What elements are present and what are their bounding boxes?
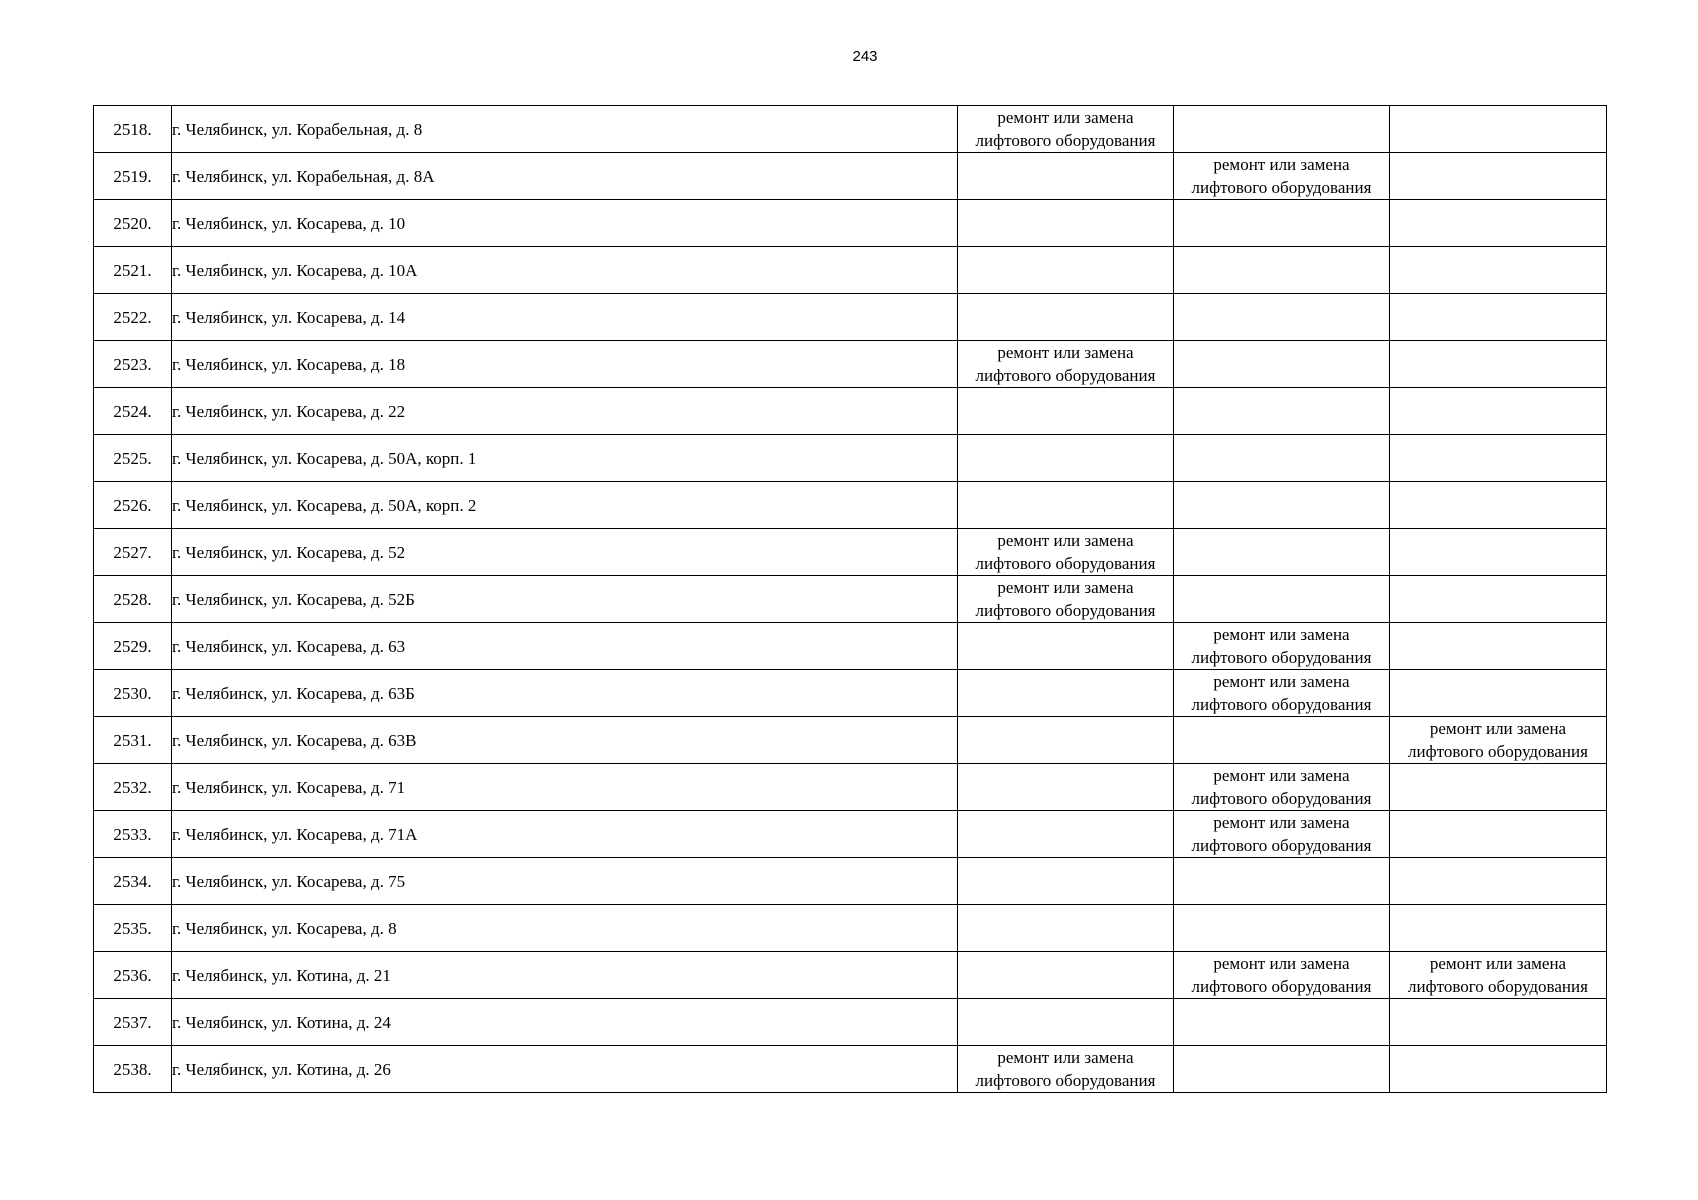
table-row <box>94 952 1607 999</box>
row-number: 2523. <box>94 341 172 388</box>
work-cell-period-3 <box>1390 670 1607 717</box>
row-number: 2527. <box>94 529 172 576</box>
row-number: 2534. <box>94 858 172 905</box>
row-number: 2518. <box>94 106 172 153</box>
work-cell-period-1 <box>958 999 1174 1046</box>
work-cell-period-1 <box>958 388 1174 435</box>
row-number: 2538. <box>94 1046 172 1093</box>
work-cell-period-2 <box>1174 106 1390 153</box>
address-cell: г. Челябинск, ул. Косарева, д. 71 <box>172 764 958 811</box>
work-cell-period-1: ремонт или замена лифтового оборудования <box>958 341 1174 388</box>
address-cell: г. Челябинск, ул. Косарева, д. 18 <box>172 341 958 388</box>
work-cell-period-1 <box>958 435 1174 482</box>
address-cell: г. Челябинск, ул. Косарева, д. 8 <box>172 905 958 952</box>
work-cell-period-3 <box>1390 106 1607 153</box>
work-cell-period-1 <box>958 670 1174 717</box>
work-cell-period-2 <box>1174 999 1390 1046</box>
row-number: 2522. <box>94 294 172 341</box>
work-cell-period-2: ремонт или замена лифтового оборудования <box>1174 153 1390 200</box>
table-row <box>94 153 1607 200</box>
work-cell-period-3 <box>1390 905 1607 952</box>
row-number: 2529. <box>94 623 172 670</box>
work-cell-period-1 <box>958 811 1174 858</box>
row-number: 2537. <box>94 999 172 1046</box>
work-cell-period-1: ремонт или замена лифтового оборудования <box>958 106 1174 153</box>
table-row <box>94 529 1607 576</box>
row-number: 2533. <box>94 811 172 858</box>
work-cell-period-2 <box>1174 1046 1390 1093</box>
address-cell: г. Челябинск, ул. Косарева, д. 52Б <box>172 576 958 623</box>
address-cell: г. Челябинск, ул. Косарева, д. 71А <box>172 811 958 858</box>
address-cell: г. Челябинск, ул. Косарева, д. 10 <box>172 200 958 247</box>
address-cell: г. Челябинск, ул. Корабельная, д. 8 <box>172 106 958 153</box>
work-cell-period-1 <box>958 294 1174 341</box>
work-cell-period-1 <box>958 905 1174 952</box>
row-number: 2521. <box>94 247 172 294</box>
table-row <box>94 106 1607 153</box>
work-cell-period-3 <box>1390 764 1607 811</box>
work-cell-period-2 <box>1174 717 1390 764</box>
row-number: 2532. <box>94 764 172 811</box>
table-row <box>94 858 1607 905</box>
work-cell-period-1 <box>958 858 1174 905</box>
address-cell: г. Челябинск, ул. Косарева, д. 14 <box>172 294 958 341</box>
table-row <box>94 623 1607 670</box>
work-cell-period-3 <box>1390 200 1607 247</box>
row-number: 2536. <box>94 952 172 999</box>
work-cell-period-2 <box>1174 482 1390 529</box>
work-cell-period-3 <box>1390 482 1607 529</box>
work-cell-period-3 <box>1390 529 1607 576</box>
row-number: 2524. <box>94 388 172 435</box>
work-cell-period-1 <box>958 952 1174 999</box>
address-cell: г. Челябинск, ул. Котина, д. 26 <box>172 1046 958 1093</box>
work-cell-period-2: ремонт или замена лифтового оборудования <box>1174 952 1390 999</box>
work-cell-period-3 <box>1390 388 1607 435</box>
work-cell-period-2 <box>1174 200 1390 247</box>
work-cell-period-1 <box>958 623 1174 670</box>
work-cell-period-1: ремонт или замена лифтового оборудования <box>958 529 1174 576</box>
table-row <box>94 388 1607 435</box>
table-row <box>94 200 1607 247</box>
table-row <box>94 482 1607 529</box>
table-row <box>94 341 1607 388</box>
work-cell-period-2 <box>1174 294 1390 341</box>
work-cell-period-3 <box>1390 341 1607 388</box>
work-cell-period-1 <box>958 764 1174 811</box>
address-cell: г. Челябинск, ул. Косарева, д. 63 <box>172 623 958 670</box>
work-cell-period-3 <box>1390 435 1607 482</box>
work-cell-period-2: ремонт или замена лифтового оборудования <box>1174 764 1390 811</box>
work-cell-period-2: ремонт или замена лифтового оборудования <box>1174 811 1390 858</box>
address-cell: г. Челябинск, ул. Корабельная, д. 8А <box>172 153 958 200</box>
table-row <box>94 811 1607 858</box>
work-cell-period-1: ремонт или замена лифтового оборудования <box>958 576 1174 623</box>
address-cell: г. Челябинск, ул. Косарева, д. 63В <box>172 717 958 764</box>
address-cell: г. Челябинск, ул. Косарева, д. 63Б <box>172 670 958 717</box>
table-row <box>94 764 1607 811</box>
table-row <box>94 435 1607 482</box>
work-cell-period-1 <box>958 153 1174 200</box>
work-cell-period-2 <box>1174 247 1390 294</box>
work-cell-period-1: ремонт или замена лифтового оборудования <box>958 1046 1174 1093</box>
table-row <box>94 670 1607 717</box>
work-cell-period-1 <box>958 200 1174 247</box>
work-cell-period-1 <box>958 247 1174 294</box>
row-number: 2531. <box>94 717 172 764</box>
table-row <box>94 905 1607 952</box>
work-cell-period-3 <box>1390 858 1607 905</box>
address-cell: г. Челябинск, ул. Косарева, д. 50А, корп. 1 <box>172 435 958 482</box>
table-row <box>94 999 1607 1046</box>
work-cell-period-2 <box>1174 341 1390 388</box>
row-number: 2535. <box>94 905 172 952</box>
work-cell-period-3 <box>1390 294 1607 341</box>
table-row <box>94 576 1607 623</box>
row-number: 2530. <box>94 670 172 717</box>
address-cell: г. Челябинск, ул. Косарева, д. 10А <box>172 247 958 294</box>
row-number: 2520. <box>94 200 172 247</box>
repair-schedule-table <box>93 105 1607 1093</box>
table-body <box>94 106 1607 1093</box>
address-cell: г. Челябинск, ул. Котина, д. 24 <box>172 999 958 1046</box>
row-number: 2528. <box>94 576 172 623</box>
table-row <box>94 717 1607 764</box>
work-cell-period-3 <box>1390 999 1607 1046</box>
table-row <box>94 247 1607 294</box>
work-cell-period-3 <box>1390 153 1607 200</box>
row-number: 2525. <box>94 435 172 482</box>
work-cell-period-3: ремонт или замена лифтового оборудования <box>1390 952 1607 999</box>
work-cell-period-3 <box>1390 623 1607 670</box>
work-cell-period-1 <box>958 717 1174 764</box>
work-cell-period-2: ремонт или замена лифтового оборудования <box>1174 670 1390 717</box>
work-cell-period-2 <box>1174 435 1390 482</box>
work-cell-period-2 <box>1174 576 1390 623</box>
address-cell: г. Челябинск, ул. Косарева, д. 50А, корп. 2 <box>172 482 958 529</box>
work-cell-period-3: ремонт или замена лифтового оборудования <box>1390 717 1607 764</box>
address-cell: г. Челябинск, ул. Косарева, д. 22 <box>172 388 958 435</box>
work-cell-period-1 <box>958 482 1174 529</box>
address-cell: г. Челябинск, ул. Косарева, д. 52 <box>172 529 958 576</box>
work-cell-period-3 <box>1390 576 1607 623</box>
work-cell-period-2 <box>1174 388 1390 435</box>
row-number: 2526. <box>94 482 172 529</box>
work-cell-period-2: ремонт или замена лифтового оборудования <box>1174 623 1390 670</box>
row-number: 2519. <box>94 153 172 200</box>
work-cell-period-2 <box>1174 858 1390 905</box>
page-number: 243 <box>852 48 878 65</box>
work-cell-period-2 <box>1174 529 1390 576</box>
work-cell-period-3 <box>1390 247 1607 294</box>
table-row <box>94 294 1607 341</box>
address-cell: г. Челябинск, ул. Косарева, д. 75 <box>172 858 958 905</box>
work-cell-period-3 <box>1390 1046 1607 1093</box>
work-cell-period-2 <box>1174 905 1390 952</box>
address-cell: г. Челябинск, ул. Котина, д. 21 <box>172 952 958 999</box>
work-cell-period-3 <box>1390 811 1607 858</box>
table-row <box>94 1046 1607 1093</box>
